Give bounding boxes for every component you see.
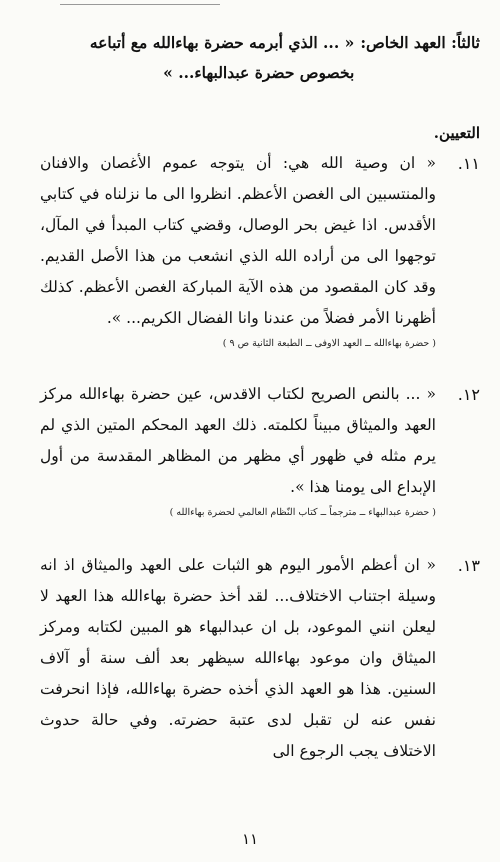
item-citation: ( حضرة عبدالبهاء ــ مترجماً ــ كتاب النّظام العالمي لحضرة بهاءالله ) (169, 507, 436, 518)
item-number: ١١. (457, 154, 480, 173)
subheading: التعيين. (433, 124, 480, 142)
page-number: ١١ (241, 830, 259, 848)
item-text: « ... بالنص الصريح لكتاب الاقدس، عين حضرة بهاءالله مركز العهد والميثاق مبيناً لكلمته. ذلك العهد المحكم المتين الذي لم يرم مثله في ظهور أي مظهر من المظاهر المقدسة من أول الإبداع الى يومنا هذا ». (40, 385, 436, 496)
top-rule (60, 4, 220, 5)
section-heading (40, 28, 480, 88)
paragraph-item-12 (40, 379, 480, 518)
item-number: ١٣. (457, 556, 480, 575)
paragraph-item-13 (40, 550, 480, 767)
paragraph-item-11 (40, 148, 480, 349)
item-text: « ان أعظم الأمور اليوم هو الثبات على العهد والميثاق اذ انه وسيلة اجتناب الاختلاف... لقد أخذ حضرة بهاءالله هذا العهد لا ليعلن انني الموعود، بل ان عبدالبهاء هو المبين لكتابه ومركز الميثاق وان موعود بهاءالله سيظهر بعد ألف سنة أو آلاف السنين. هذا هو العهد الذي أخذه حضرة بهاءالله، فإذا انحرفت نفس عنه لن تقبل لدى عتبة حضرته. وفي حالة حدوث الاختلاف يجب الرجوع الى (40, 556, 436, 760)
section-heading-label: ثالثاً: العهد الخاص: (360, 33, 480, 52)
section-heading-text: « ... الذي أبرمه حضرة بهاءالله مع أتباعه بخصوص حضرة عبدالبهاء... » (89, 33, 355, 82)
item-text: « ان وصية الله هي: أن يتوجه عموم الأغصان والافنان والمنتسبين الى الغصن الأعظم. انظروا الى ما نزلناه في كتابي الأقدس. اذا غيض بحر الوصال، وقضي كتاب المبدأ في المآل، توجهوا الى من أراده الله الذي انشعب من هذا الأصل القديم. وقد كان المقصود من هذه الآية المباركة الغصن الأعظم. كذلك أظهرنا الأمر فضلاً من عندنا وانا الفضال الكريم... ». (40, 154, 436, 327)
item-citation: ( حضرة بهاءالله ــ العهد الاوفى ــ الطبعة الثانية ص ٩ ) (222, 338, 436, 349)
item-number: ١٢. (457, 385, 480, 404)
page-content (40, 28, 480, 767)
